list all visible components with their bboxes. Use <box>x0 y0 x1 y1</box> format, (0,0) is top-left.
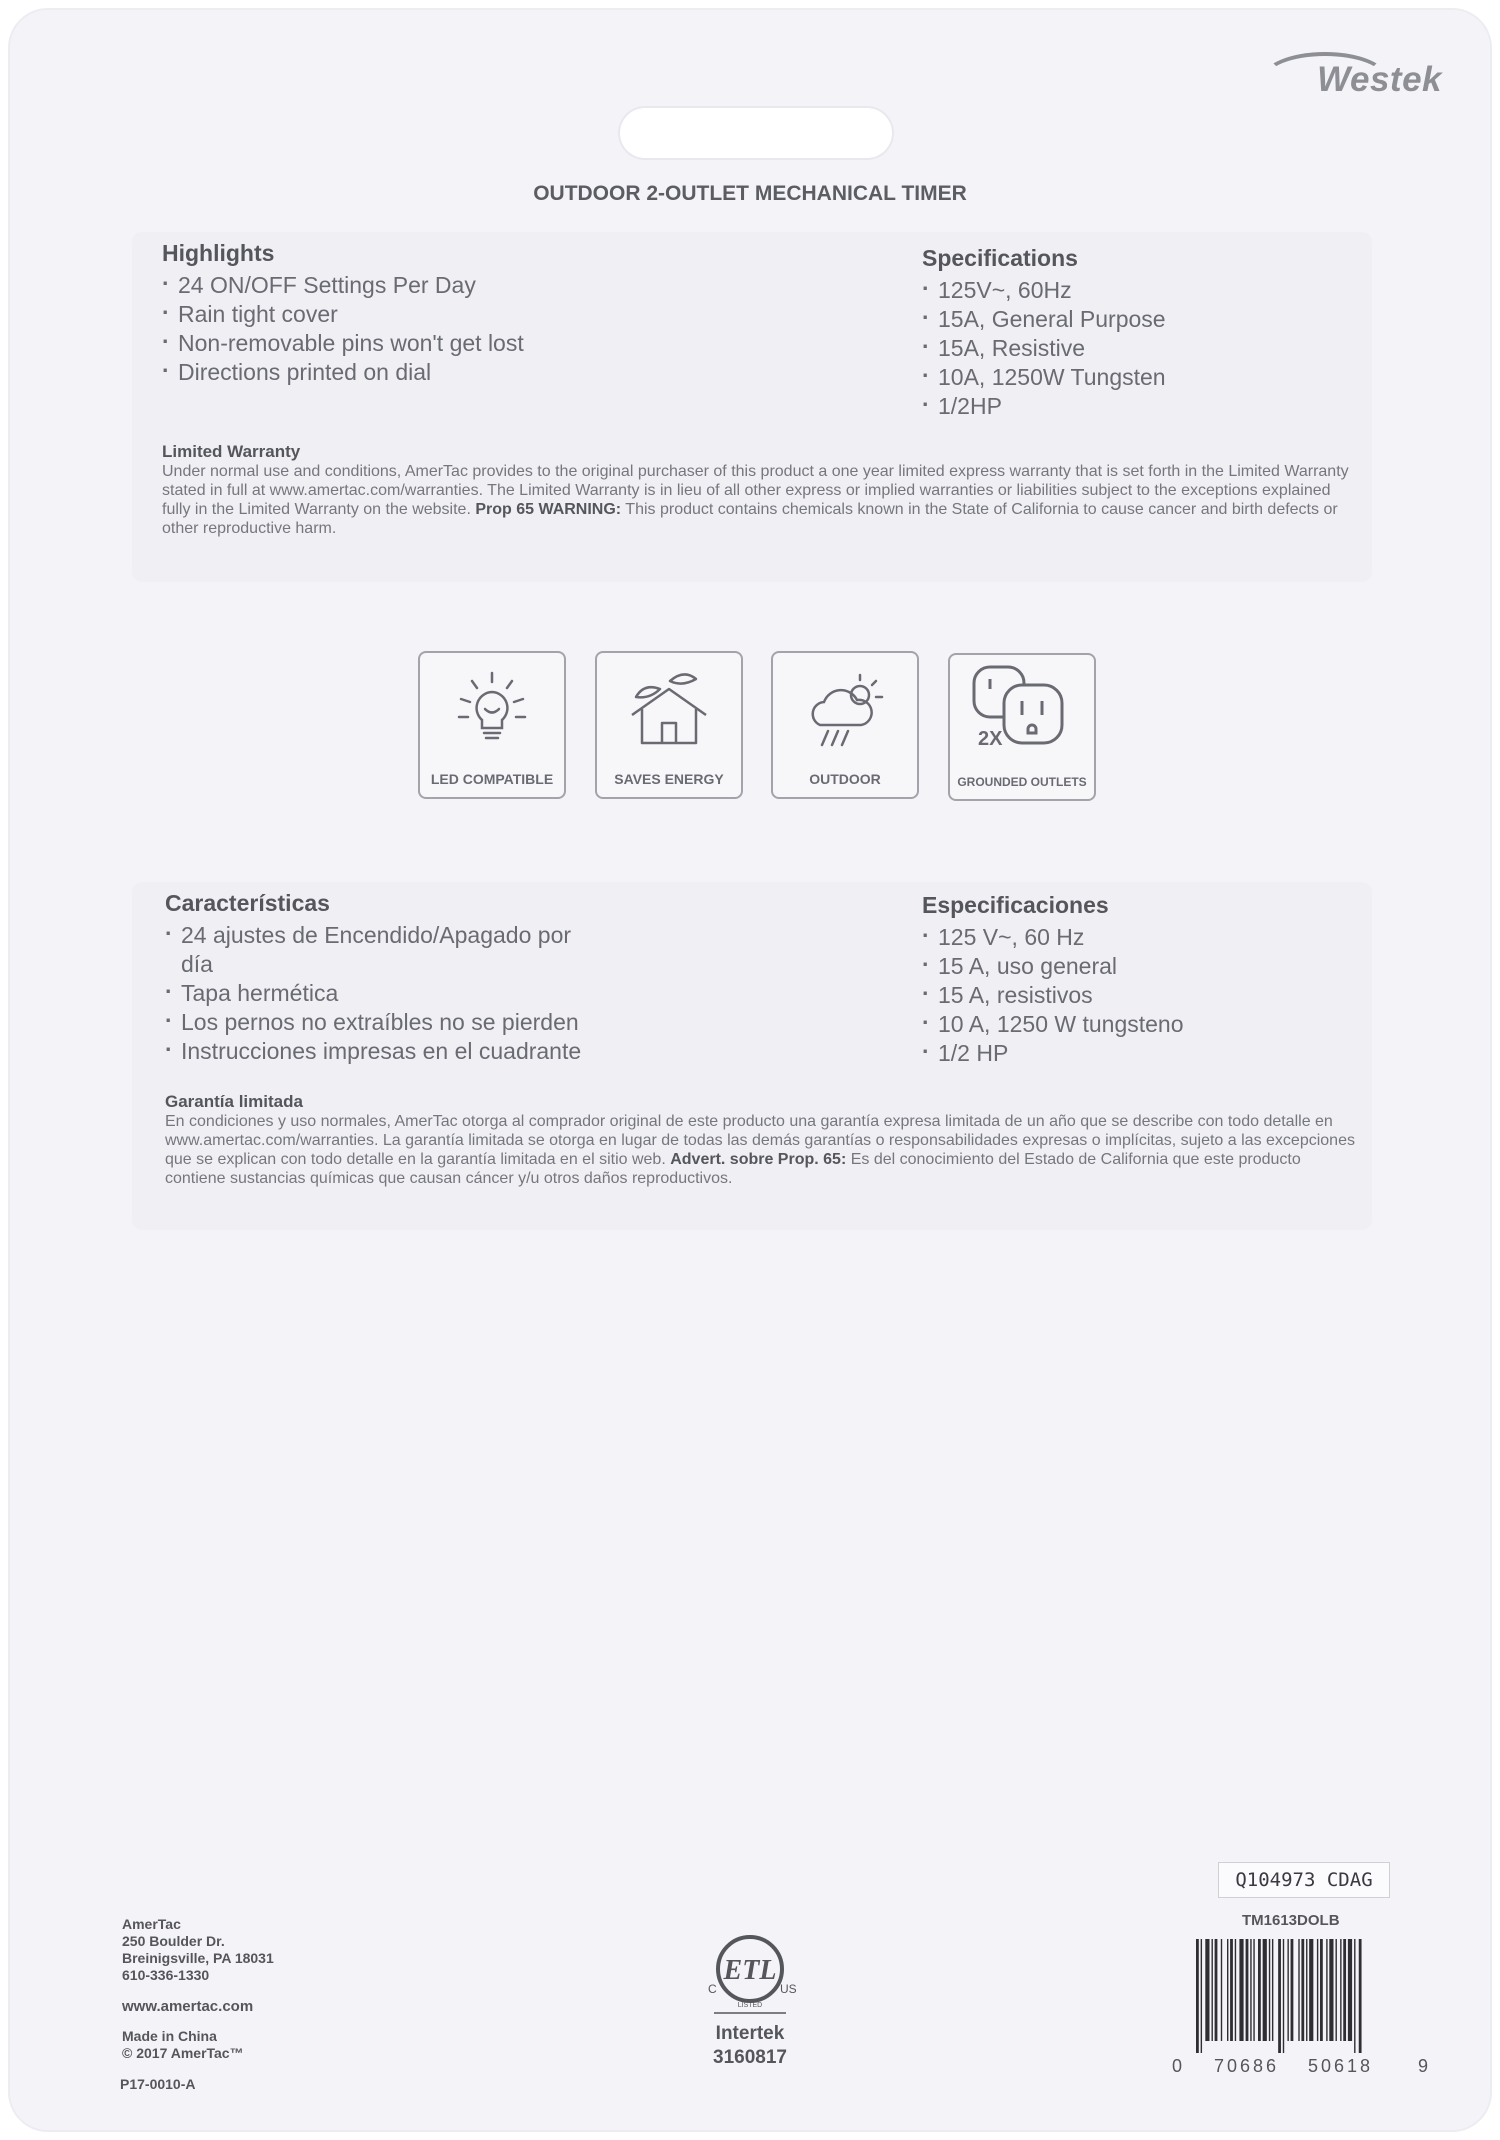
list-item: · 1/2HP <box>922 392 1166 421</box>
warranty-body: Under normal use and conditions, AmerTac provides to the original purchaser of this product a one year limited express warranty that is set forth in the Limited Warranty stated in full at www.amertac.com/warranties. The Limited Warranty is in lieu of all other express or implied warranties or liabilities subject to the exceptions explained fully in the Limited Warranty on the website. <box>162 463 1349 518</box>
etl-listed-mark <box>700 1927 800 2022</box>
specifications-section <box>922 245 1166 421</box>
product-title: OUTDOOR 2-OUTLET MECHANICAL TIMER <box>533 182 967 205</box>
garantia-text <box>165 1112 1365 1188</box>
barcode-bar <box>1298 1939 1299 2041</box>
spanish-info-panel <box>132 882 1372 1230</box>
upc-right-digits: 50618 <box>1308 2056 1374 2076</box>
weather-icon <box>800 667 890 757</box>
highlights-section <box>162 240 524 387</box>
barcode-bar <box>1343 1939 1346 2041</box>
barcode-bar <box>1201 1939 1202 2053</box>
feature-outdoor <box>771 651 919 799</box>
barcode-bar <box>1317 1939 1318 2041</box>
list-item: · 24 ON/OFF Settings Per Day <box>162 271 524 300</box>
etl-us-mark: US <box>780 1982 797 1996</box>
brand-logo: Westek <box>1317 60 1442 99</box>
warranty-heading: Limited Warranty <box>162 442 301 461</box>
garantia-section <box>165 1092 1365 1188</box>
feature-grounded-outlets <box>948 653 1096 801</box>
phone-number: 610-336-1330 <box>122 1967 210 1983</box>
outlet-count-badge: 2X <box>978 728 1003 750</box>
barcode-bar <box>1196 1939 1199 2053</box>
list-item: · Instrucciones impresas en el cuadrante <box>165 1037 585 1066</box>
barcode-bar <box>1269 1939 1270 2041</box>
feature-saves-energy <box>595 651 743 799</box>
hang-tab-slot <box>620 108 892 158</box>
list-item: · 24 ajustes de Encendido/Apagado por día <box>165 921 581 979</box>
garantia-heading: Garantía limitada <box>165 1092 303 1111</box>
copyright: © 2017 AmerTac™ <box>122 2045 244 2061</box>
list-item: · 1/2 HP <box>922 1039 1184 1068</box>
street-address: 250 Boulder Dr. <box>122 1933 225 1949</box>
list-item: · 125V~, 60Hz <box>922 276 1166 305</box>
barcode-bar <box>1354 1939 1355 2053</box>
barcode-bar <box>1246 1939 1249 2041</box>
barcode-bar <box>1340 1939 1341 2041</box>
upc-left-digits: 70686 <box>1214 2056 1280 2076</box>
specifications-list <box>922 276 1166 421</box>
upc-check-digit: 9 <box>1418 2056 1429 2076</box>
feature-led-compatible <box>418 651 566 799</box>
barcode-bar <box>1291 1939 1294 2041</box>
company-address <box>122 1916 274 1984</box>
garantia-body: En condiciones y uso normales, AmerTac otorga al comprador original de este producto una garantía expresa limitada de un año que se describe con todo detalle en www.amertac.com/warranties. La garantía limitada se otorga en lugar de todas las demás garantías o responsabilidades expresas o implícitas, sujeto a las excepciones que se explican con todo detalle en la garantía limitada en el sitio web. <box>165 1113 1355 1168</box>
etl-c-mark: C <box>708 1982 717 1996</box>
prop65-text: Es del conocimiento del Estado de California que este producto contiene sustancias químicas que causan cáncer y/u otros daños reproductivos. <box>165 1151 1301 1187</box>
feature-label: GROUNDED OUTLETS <box>957 775 1087 789</box>
feature-label: SAVES ENERGY <box>614 771 724 787</box>
barcode-bar <box>1329 1939 1333 2041</box>
list-item: · 15 A, resistivos <box>922 981 1184 1010</box>
especificaciones-list <box>922 923 1184 1068</box>
certification-block <box>700 2022 800 2070</box>
caracteristicas-section <box>165 890 585 1066</box>
barcode-bar <box>1258 1939 1261 2041</box>
warranty-section <box>162 442 1362 538</box>
house-leaf-icon <box>624 667 714 757</box>
barcode-bar <box>1227 1939 1228 2041</box>
etl-listed-text: LISTED <box>737 2002 763 2009</box>
especificaciones-heading: Especificaciones <box>922 892 1109 918</box>
feature-label: LED COMPATIBLE <box>430 771 554 787</box>
barcode-bar <box>1359 1939 1362 2053</box>
bulb-icon <box>447 667 537 757</box>
barcode-bar <box>1336 1939 1337 2041</box>
list-item: · Tapa hermética <box>165 979 585 1008</box>
outlet-icon <box>970 663 1070 753</box>
upc-first-digit: 0 <box>1172 2056 1183 2076</box>
barcode-bar <box>1250 1939 1251 2041</box>
list-item: · Non-removable pins won't get lost <box>162 329 524 358</box>
list-item: · 15A, Resistive <box>922 334 1166 363</box>
barcode-bar <box>1287 1939 1288 2041</box>
list-item: · 10 A, 1250 W tungsteno <box>922 1010 1184 1039</box>
list-item: · Rain tight cover <box>162 300 524 329</box>
certification-lab: Intertek <box>715 2023 785 2044</box>
barcode-bar <box>1263 1939 1267 2041</box>
barcode-bar <box>1212 1939 1213 2041</box>
barcode-bar <box>1230 1939 1233 2041</box>
barcode-bar <box>1221 1939 1222 2041</box>
certification-number: 3160817 <box>713 2047 787 2068</box>
list-item: · Directions printed on dial <box>162 358 524 387</box>
feature-label: OUTDOOR <box>809 771 881 787</box>
barcode-bar <box>1239 1939 1243 2041</box>
barcode-bar <box>1205 1939 1209 2041</box>
barcode-bar <box>1278 1939 1281 2053</box>
specifications-heading: Specifications <box>922 245 1078 271</box>
list-item: · 125 V~, 60 Hz <box>922 923 1184 952</box>
caracteristicas-heading: Características <box>165 890 330 916</box>
prop65-label: Advert. sobre Prop. 65: <box>670 1151 847 1168</box>
company-website: www.amertac.com <box>122 1998 254 2015</box>
barcode-bar <box>1215 1939 1218 2041</box>
highlights-list <box>162 271 524 387</box>
list-item: · 15 A, uso general <box>922 952 1184 981</box>
city-address: Breinigsville, PA 18031 <box>122 1950 274 1966</box>
qc-sticker: Q104973 CDAG <box>1218 1862 1390 1898</box>
origin-block <box>122 2028 244 2062</box>
made-in: Made in China <box>122 2028 217 2044</box>
list-item: · Los pernos no extraíbles no se pierden <box>165 1008 585 1037</box>
barcode-bar <box>1348 1939 1352 2041</box>
barcode-bar <box>1272 1939 1273 2041</box>
barcode-bar <box>1309 1939 1313 2041</box>
list-item: · 15A, General Purpose <box>922 305 1166 334</box>
etl-mark-text: ETL <box>723 1955 777 1986</box>
barcode-bar <box>1253 1939 1254 2041</box>
barcode-bar <box>1320 1939 1323 2041</box>
warranty-text <box>162 462 1362 538</box>
barcode-bar <box>1326 1939 1327 2041</box>
barcode-bar <box>1283 1939 1284 2053</box>
barcode-bar <box>1301 1939 1304 2041</box>
highlights-heading: Highlights <box>162 240 275 266</box>
barcode-bar <box>1235 1939 1236 2041</box>
especificaciones-section <box>922 892 1184 1068</box>
model-number: TM1613DOLB <box>1242 1912 1340 1929</box>
list-item: · 10A, 1250W Tungsten <box>922 363 1166 392</box>
english-info-panel <box>132 232 1372 582</box>
upc-barcode <box>1190 1935 1420 2055</box>
prop65-label: Prop 65 WARNING: <box>475 501 622 518</box>
caracteristicas-list <box>165 921 585 1066</box>
barcode-bar <box>1306 1939 1307 2041</box>
company-name: AmerTac <box>122 1916 181 1932</box>
prop65-text: This product contains chemicals known in the State of California to cause cancer and birth defects or other reproductive harm. <box>162 501 1338 537</box>
part-number: P17-0010-A <box>120 2076 196 2092</box>
